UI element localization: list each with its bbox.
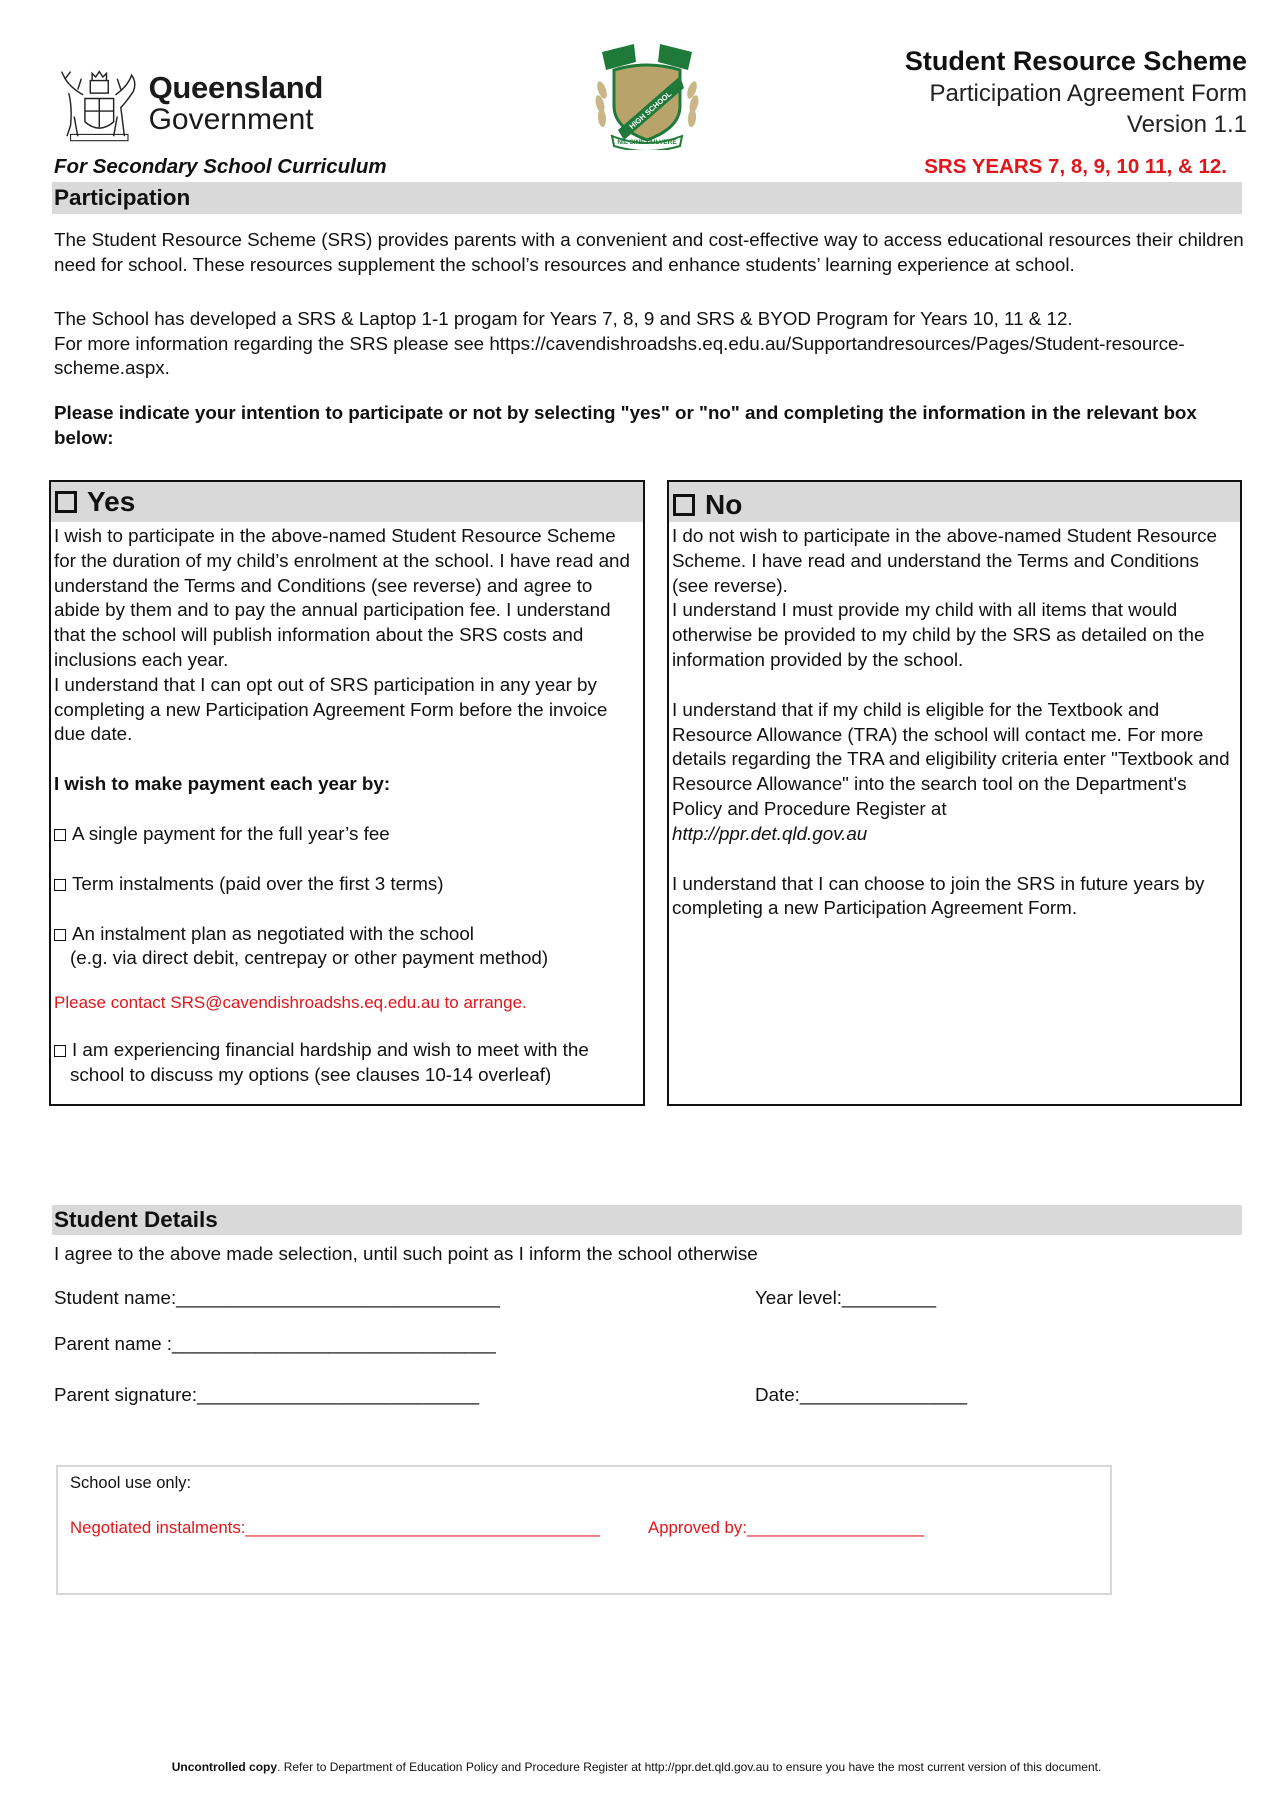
year-level-field[interactable]: Year level:_________ (755, 1287, 937, 1308)
srs-info-link[interactable]: For more information regarding the SRS please see https://cavendishroadshs.eq.edu.au/Supportandresources/Pages/Student-resource-scheme.aspx. (54, 332, 1185, 378)
document-title-block (905, 44, 1247, 140)
payment-option-plan-detail: (e.g. via direct debit, centrepay or other payment method) (70, 947, 549, 969)
document-subtitle: Participation Agreement Form (929, 80, 1247, 107)
future-join-text: I understand that I can choose to join the SRS in future years by completing a new Participation Agreement Form. (672, 872, 1205, 919)
no-terms-text: I do not wish to participate in the above-named Student Resource Scheme. I have read and understand the Terms and Conditions (see reverse). (672, 525, 1217, 596)
payment-option-plan[interactable]: An instalment plan as negotiated with the school (54, 922, 641, 947)
no-checkbox[interactable] (673, 494, 695, 516)
footer-note (0, 1760, 1273, 1774)
payment-option-single[interactable]: A single payment for the full year’s fee (54, 822, 641, 847)
school-use-label: School use only: (70, 1474, 192, 1492)
document-title: Student Resource Scheme (904, 46, 1247, 76)
program-info-paragraph (54, 307, 1244, 381)
yes-checkbox[interactable] (55, 491, 77, 513)
yes-opt-out-text: I understand that I can opt out of SRS participation in any year by completing a new Participation Agreement Form before the invoice due date. (54, 673, 608, 745)
instalment-plan-checkbox[interactable] (54, 929, 66, 941)
srs-contact-note: Please contact SRS@cavendishroadshs.eq.edu.au to arrange. (54, 993, 527, 1013)
hardship-option-detail: school to discuss my options (see clauses 10-14 overleaf) (70, 1063, 552, 1085)
date-field[interactable]: Date:________________ (755, 1384, 968, 1405)
yes-label: Yes (87, 486, 136, 517)
participation-heading: Participation (52, 182, 1242, 214)
crest-motto: NIL SINE PULVERE (617, 139, 677, 146)
document-version: Version 1.1 (1126, 111, 1247, 138)
hardship-option[interactable]: I am experiencing financial hardship and wish to meet with the (54, 1038, 641, 1063)
yes-header (51, 482, 643, 522)
ppr-link[interactable]: http://ppr.det.qld.gov.au (672, 822, 868, 844)
gov-logo-line1: Queensland (148, 69, 323, 105)
queensland-government-logo (58, 58, 323, 148)
instruction-text: Please indicate your intention to participate or not by selecting "yes" or "no" and completing the information in the relevant box below: (54, 402, 1197, 448)
agreement-text: I agree to the above made selection, until such point as I inform the school otherwise (54, 1243, 758, 1264)
coat-of-arms-icon (58, 58, 141, 148)
yes-terms-text: I wish to participate in the above-named Student Resource Scheme for the duration of my child’s enrolment at the school. I have read and understand the Terms and Conditions (see reverse) and agree to abide by them and to pay the annual participation fee. I understand that the school will publish information about the SRS costs and inclusions each year. (54, 525, 630, 670)
program-info-line: The School has developed a SRS & Laptop 1-1 progam for Years 7, 8, 9 and SRS & BYOD Program for Years 10, 11 & 12. (54, 308, 1073, 329)
term-instalments-checkbox[interactable] (54, 879, 66, 891)
negotiated-instalments-field[interactable]: Negotiated instalments:______________________________________ (70, 1518, 601, 1537)
yes-option-box (49, 480, 645, 1106)
approved-by-field[interactable]: Approved by:___________________ (648, 1518, 925, 1537)
student-details-heading: Student Details (52, 1205, 1242, 1235)
wheat-left-icon (594, 80, 609, 127)
school-crest-icon (588, 40, 706, 150)
no-label: No (705, 489, 743, 520)
tra-info-text: I understand that if my child is eligible for the Textbook and Resource Allowance (TRA) the school will contact me. For more details regarding the TRA and eligibility criteria enter "Textbook and Resource Allowance" into the search tool on the Department's Policy and Procedure Register at (672, 698, 1230, 819)
single-payment-checkbox[interactable] (54, 829, 66, 841)
parent-name-field[interactable]: Parent name :_______________________________ (54, 1333, 496, 1354)
hardship-checkbox[interactable] (54, 1045, 66, 1057)
intro-paragraph: The Student Resource Scheme (SRS) provides parents with a convenient and cost-effective way to access educational resources their children need for school. These resources supplement the school’s resources and enhance students’ learning experience at school. (54, 229, 1244, 275)
crest-band-text: HIGH SCHOOL (627, 89, 674, 131)
gov-logo-line2: Government (148, 102, 314, 136)
no-option-box (667, 480, 1242, 1106)
footer-bold: Uncontrolled copy (171, 1760, 278, 1774)
curriculum-label: For Secondary School Curriculum (54, 155, 387, 178)
payment-heading: I wish to make payment each year by: (54, 773, 391, 795)
parent-signature-field[interactable]: Parent signature:___________________________ (54, 1384, 480, 1405)
no-header (669, 482, 1240, 522)
srs-years-label: SRS YEARS 7, 8, 9, 10 11, & 12. (924, 155, 1227, 178)
footer-text: . Refer to Department of Education Policy and Procedure Register at http://ppr.det.qld.gov.au to ensure you have the most current version of this document. (277, 1760, 1102, 1774)
student-name-field[interactable]: Student name:_______________________________ (54, 1287, 500, 1308)
no-provide-items-text: I understand I must provide my child with all items that would otherwise be provided to my child by the SRS as detailed on the information provided by the school. (672, 599, 1205, 670)
payment-option-term[interactable]: Term instalments (paid over the first 3 terms) (54, 872, 641, 897)
wheat-right-icon (685, 80, 700, 127)
